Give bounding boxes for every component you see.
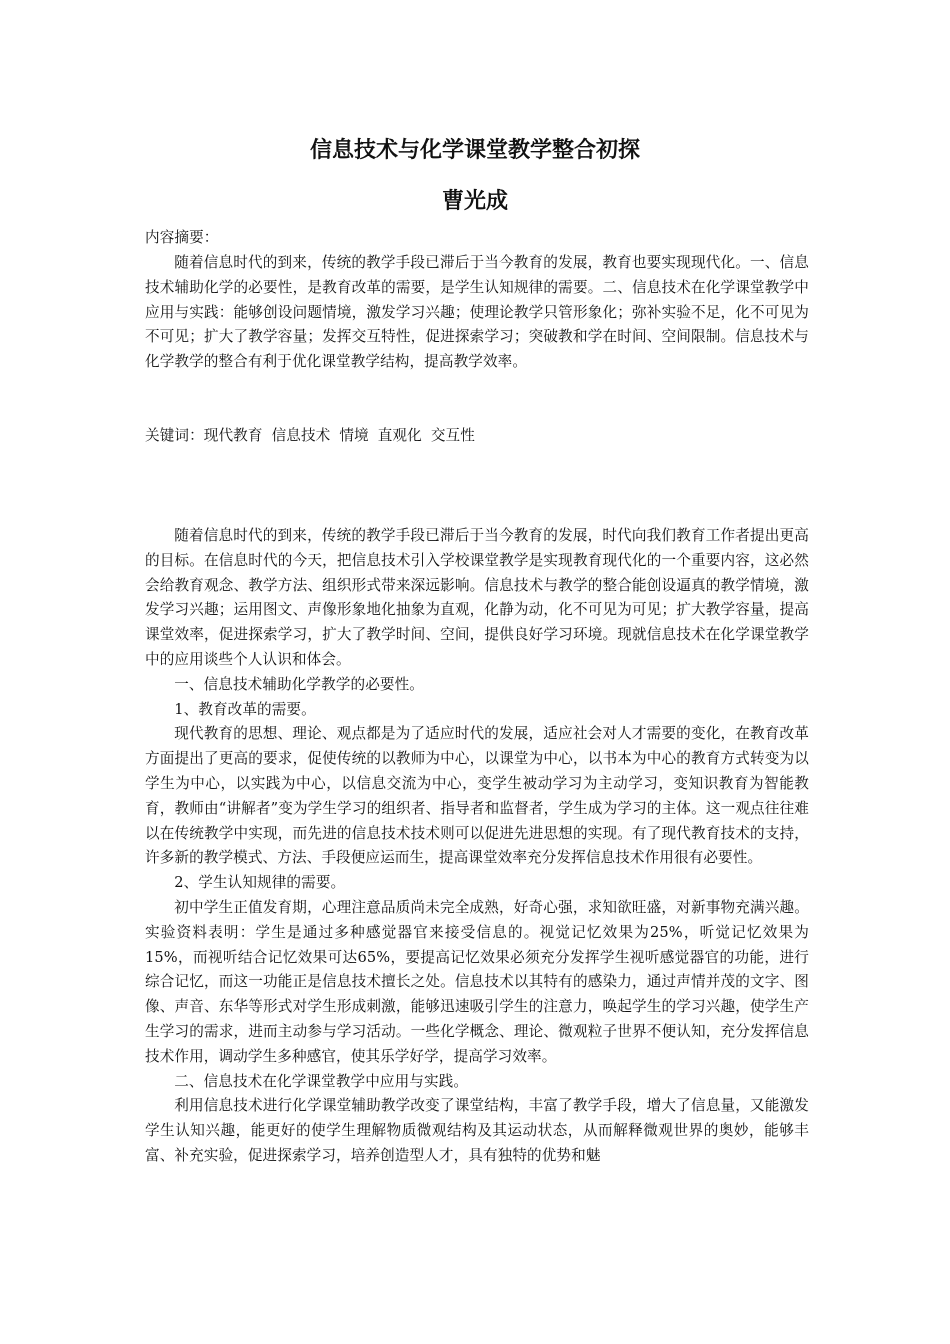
body-paragraph: 初中学生正值发育期，心理注意品质尚未完全成熟，好奇心强，求知欲旺盛，对新事物充满兴趣。实验资料表明：学生是通过多种感觉器官来接受信息的。视觉记忆效果为25%，听觉记忆效果为15%，而视听结合记忆效果可达65%，要提高记忆效果必须充分发挥学生视听感觉器官的功能，进行综合记忆，而这一功能正是信息技术擅长之处。信息技术以其特有的感染力，通过声情并茂的文字、图像、声音、东华等形式对学生形成刺激，能够迅速吸引学生的注意力，唤起学生的学习兴趣，使学生产生学习的需求，进而主动参与学习活动。一些化学概念、理论、微观粒子世界不便认知，充分发挥信息技术作用，调动学生多种感官，使其乐学好学，提高学习效率。 xyxy=(145,898,809,1065)
abstract-section xyxy=(145,251,809,375)
body-text xyxy=(145,524,809,1169)
body-paragraph: 现代教育的思想、理论、观点都是为了适应时代的发展，适应社会对人才需要的变化，在教育改革方面提出了更高的要求，促使传统的以教师为中心，以课堂为中心，以书本为中心的教育方式转变为以学生为中心，以实践为中心，以信息交流为中心，变学生被动学习为主动学习，变知识教育为智能教育，教师由“讲解者”变为学生学习的组织者、指导者和监督者，学生成为学习的主体。这一观点往往难以在传统教学中实现，而先进的信息技术技术则可以促进先进思想的实现。有了现代教育技术的支持，许多新的教学模式、方法、手段便应运而生，提高课堂效率充分发挥信息技术作用很有必要性。 xyxy=(145,725,809,867)
keywords-line xyxy=(145,424,809,449)
body-paragraph: 利用信息技术进行化学课堂辅助教学改变了课堂结构，丰富了教学手段，增大了信息量，又能激发学生认知兴趣，能更好的使学生理解物质微观结构及其运动状态，从而解释微观世界的奥妙，能够丰富、补充实验，促进探索学习，培养创造型人才，具有独特的优势和魅 xyxy=(145,1097,809,1164)
keyword: 交互性 xyxy=(430,427,475,444)
keywords-label: 关键词： xyxy=(145,427,204,444)
section-heading: 二、信息技术在化学课堂教学中应用与实践。 xyxy=(174,1072,469,1090)
abstract-text: 随着信息时代的到来，传统的教学手段已滞后于当今教育的发展，教育也要实现现代化。一、信息技术辅助化学的必要性，是教育改革的需要，是学生认知规律的需要。二、信息技术在化学课堂教学中应用与实践：能够创设问题情境，激发学习兴趣；使理论教学只管形象化；弥补实验不足，化不可见为不可见；扩大了教学容量；发挥交互特性，促进探索学习；突破教和学在时间、空间限制。信息技术与化学教学的整合有利于优化课堂教学结构，提高教学效率。 xyxy=(145,254,809,371)
subsection-heading: 2、学生认知规律的需要。 xyxy=(174,874,346,892)
keyword: 现代教育 xyxy=(203,427,263,444)
author-name: 曹光成 xyxy=(441,188,508,214)
page-title: 信息技术与化学课堂教学整合初探 xyxy=(309,137,640,163)
subsection-heading: 1、教育改革的需要。 xyxy=(174,700,316,718)
keyword: 情境 xyxy=(339,427,369,444)
abstract-label-block xyxy=(145,226,809,251)
keywords-section xyxy=(145,424,809,449)
body-paragraph: 随着信息时代的到来，传统的教学手段已滞后于当今教育的发展，时代向我们教育工作者提出更高的目标。在信息时代的今天，把信息技术引入学校课堂教学是实现教育现代化的一个重要内容，这必然会给教育观念、教学方法、组织形式带来深远影响。信息技术与教学的整合能创设逼真的教学情境，激发学习兴趣；运用图文、声像形象地化抽象为直观，化静为动，化不可见为可见；扩大教学容量，提高课堂效率，促进探索学习，扩大了教学时间、空间，提供良好学习环境。现就信息技术在化学课堂教学中的应用谈些个人认识和体会。 xyxy=(145,527,809,668)
section-heading: 一、信息技术辅助化学教学的必要性。 xyxy=(174,675,424,693)
keyword: 信息技术 xyxy=(271,427,331,444)
abstract-label: 内容摘要： xyxy=(145,229,219,246)
keyword: 直观化 xyxy=(377,427,422,444)
